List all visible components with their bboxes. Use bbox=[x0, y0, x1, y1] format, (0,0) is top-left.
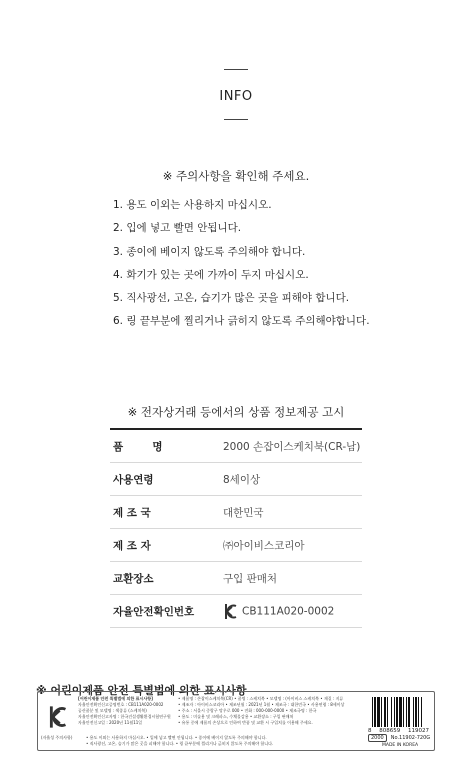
divider-bottom bbox=[224, 119, 248, 120]
barcode-bar bbox=[394, 697, 395, 727]
barcode-bar bbox=[381, 697, 382, 727]
table-row bbox=[110, 430, 362, 463]
row-label: 자율안전확인번호 bbox=[110, 595, 223, 628]
barcode-bar bbox=[374, 697, 376, 727]
caution-item: 1. 용도 이외는 사용하지 마십시오. bbox=[113, 199, 272, 211]
caution-item: 6. 링 끝부분에 찔리거나 긁히지 않도록 주의해야합니다. bbox=[113, 315, 370, 328]
safety-label-heading: ※ 어린이제품 안전 특별법에 의한 표시사항 bbox=[36, 684, 247, 697]
safety-label-box bbox=[37, 691, 435, 751]
barcode-bar bbox=[421, 697, 422, 727]
label-text: • 주소 : 서울시 중랑구 망우로 000 • 전화 : 000-000-0000 • 제조국명 : 한국 bbox=[178, 708, 317, 713]
row-label: 품 명 bbox=[110, 430, 223, 463]
label-text: [어린이제품 안전 특별법에 의한 표시사항] bbox=[78, 696, 153, 701]
label-text: • 직사광선, 고온, 습기가 많은 곳을 피해야 합니다. • 링 끝부분에 찔리거나 긁히지 않도록 주의해야 합니다. bbox=[86, 741, 274, 746]
info-title: INFO bbox=[219, 89, 253, 104]
barcode-bar bbox=[384, 697, 386, 727]
barcode-bar bbox=[418, 697, 419, 727]
model-no: No.11902-720G bbox=[390, 735, 431, 741]
label-text: 자율안전확인신고자명 : 한국건설생활환경시험연구원 bbox=[78, 714, 171, 719]
label-text: • 용도 이외는 사용하지 마십시오. • 입에 넣고 빨면 안됩니다. • 종이에 베이지 않도록 주의해야 합니다. bbox=[86, 735, 267, 740]
caution-list bbox=[113, 194, 370, 334]
barcode-numbers: 8 808659 119027 bbox=[368, 728, 429, 734]
kc-number: CB111A020-0002 bbox=[242, 605, 335, 617]
row-label: 교환장소 bbox=[110, 562, 223, 595]
barcode-bar bbox=[387, 697, 388, 727]
table-row bbox=[110, 529, 362, 562]
barcode-bar bbox=[413, 697, 414, 727]
product-info-table bbox=[110, 430, 362, 628]
barcode-bar bbox=[403, 697, 404, 727]
label-text: • 제조자 : 아이비스코리아 • 제조년월 : 2021년 1월 • 제조국 : 대한민국 • 사용연령 : 8세이상 bbox=[178, 702, 345, 707]
model-number bbox=[368, 735, 430, 741]
row-value: 8세이상 bbox=[223, 463, 362, 496]
barcode-bar bbox=[396, 697, 398, 727]
row-value: 2000 손잡이스케치북(CR-남) bbox=[223, 430, 362, 463]
kc-mark-icon bbox=[223, 603, 237, 620]
row-label: 사용연령 bbox=[110, 463, 223, 496]
divider-top bbox=[224, 69, 248, 70]
label-text: • 용도 : 미술용 및 크레파스, 수채물감용 • 교환장소 : 구입 판매처 bbox=[178, 714, 294, 719]
label-text: • 유통 중에 제품의 손상으로 인하여 반품 및 교환 시 구입처를 이용해 주세요. bbox=[178, 720, 313, 725]
barcode-bar bbox=[377, 697, 380, 727]
row-label: 제 조 자 bbox=[110, 529, 223, 562]
barcode-bar bbox=[406, 697, 407, 727]
label-text: 공산품분 및 모델명 : 색종류 (스케치북) bbox=[78, 708, 147, 713]
label-text: 자율안전확인신고증명번호 : CB111A020-0002 bbox=[78, 702, 164, 707]
table-row bbox=[110, 496, 362, 529]
caution-item: 2. 입에 넣고 빨면 안됩니다. bbox=[113, 222, 242, 235]
caution-item: 4. 화기가 있는 곳에 가까이 두지 마십시오. bbox=[113, 268, 309, 281]
row-label: 제 조 국 bbox=[110, 496, 223, 529]
barcode-bar bbox=[408, 697, 410, 727]
label-text: • 제품명 : 손잡이스케치북(CR) • 품명 : 스케치북 • 모델명 : (아이비스 스케치북 • 재질 : 지류 bbox=[178, 696, 344, 701]
table-row bbox=[110, 562, 362, 595]
barcode-bar bbox=[415, 697, 417, 727]
table-row bbox=[110, 463, 362, 496]
row-value: 대한민국 bbox=[223, 496, 362, 529]
barcode-bar bbox=[391, 697, 392, 727]
table-row bbox=[110, 595, 362, 628]
label-text: 자율안전신고일 : 2020년 11월11일 bbox=[78, 720, 143, 725]
kc-caption: (자율성 주의사항) bbox=[41, 735, 73, 740]
barcode-image bbox=[371, 697, 431, 727]
barcode-bar bbox=[399, 697, 402, 727]
row-value bbox=[223, 595, 362, 628]
model-boxed: 2000 bbox=[368, 734, 387, 742]
row-value: ㈜아이비스코리아 bbox=[223, 529, 362, 562]
kc-mark-icon bbox=[47, 705, 67, 729]
row-value: 구입 판매처 bbox=[223, 562, 362, 595]
made-in: MADE IN KOREA bbox=[382, 743, 419, 748]
product-info-heading: ※ 전자상거래 등에서의 상품 정보제공 고시 bbox=[127, 405, 345, 419]
caution-item: 5. 직사광선, 고온, 습기가 많은 곳을 피해야 합니다. bbox=[113, 292, 350, 305]
caution-item: 3. 종이에 베이지 않도록 주의해야 합니다. bbox=[113, 245, 306, 258]
barcode-bar bbox=[372, 697, 373, 727]
caution-heading: ※ 주의사항을 확인해 주세요. bbox=[162, 169, 310, 183]
